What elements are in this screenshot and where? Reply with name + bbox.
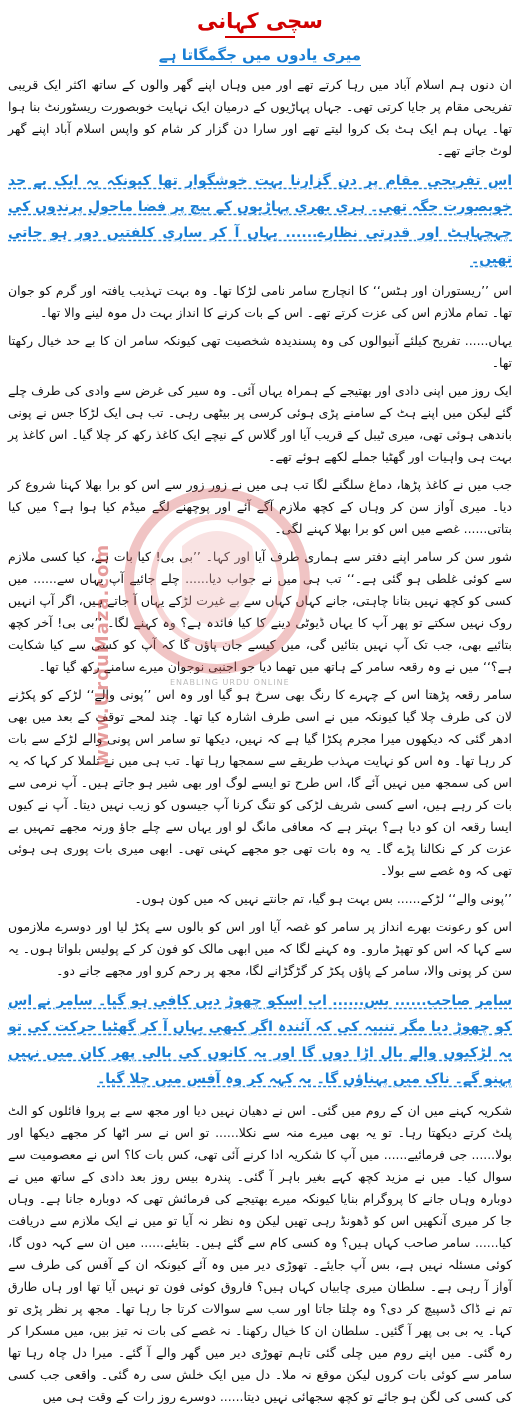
story-paragraph-1: ان دنوں ہم اسلام آباد میں رہا کرتے تھے اور میں وہاں اپنے گھر والوں کے ساتھ اکثر ایک قریبی تفریحی مقام پر جایا کرتی تھی۔ جہاں پہاڑیوں کے درمیان ایک نہایت خوبصورت ریسٹورنٹ بنا ہوا تھا۔ یہاں ہم ایک ہٹ بک کروا لیتے تھے اور سارا دن گزار کر شام کو واپس اسلام آباد اپنے گھر لوٹ جاتے تھے۔: [8, 77, 512, 158]
story-paragraph-10: شکریہ کہنے میں ان کے روم میں گئی۔ اس نے دھیان نہیں دیا اور مجھ سے بے پروا فائلوں کو الٹ پلٹ کرتے دیکھتا رہا۔ تو یہ بھی میرے منہ سے نکلا...... تو اس نے سر اٹھا کر مجھے دیکھا اور بولا...... جی فرمائیے...... میں آپ کا شکریہ ادا کرنے آئی تھی، کس بات کا؟ اس نے معصومیت سے سوال کیا۔ میں نے مزید کچھ کہے بغیر باہر آ گئی۔ پندرہ بیس روز بعد دادی کے ساتھ میں نے دوبارہ وہاں جانے کا پروگرام بنایا کیونکہ میرے بھتیجے کی فرمائش تھی کہ دوبارہ جانا ہے۔ وہاں جا کر میری آنکھیں اس کو ڈھونڈ رہی تھیں لیکن وہ نظر نہ آیا تو میں نے ایک ملازم سے دریافت کیا...... سامر صاحب کہاں ہیں؟ وہ کسی کام سے گئے ہیں۔ بتایئے...... میں ان سے کہہ دوں گا، کوئی مسئلہ نہیں ہے، بس آپ جایئے۔ تھوڑی دیر میں وہ آئے کیونکہ ان کے آفس کی طرف سے آواز آ رہی ہے۔ سلطان میری چابیاں کہاں ہیں؟ فاروق کوئی فون تو نہیں آیا تھا اور ہاں طارق تم نے ڈاک ڈسپیچ کر دی؟ وہ چلتا جاتا اور سب سے سوالات کرتا جا رہا تھا۔ مجھ پر نظر پڑی تو کہا۔ یہ بی بی پھر آ گئیں۔ سلطان ان کا خیال رکھنا۔ نہ غصے کی بات نہ تیز بیں، میں مسکرا کر رہ گئی۔ میں اپنے روم میں چلی گئی تاہم تھوڑی دیر میں گھر والے آ گئے۔ میرا دل چاہ رہا تھا سامر سے کوئی بات کروں لیکن موقع نہ ملا۔ دل میں ایک خلش سی رہ گئی۔ واقعی جب کسی کی کسی کی لگن ہو جائے تو کچھ سجھائی نہیں دیتا...... دوسرے روز رات کے وقت ہی میں: [8, 1103, 512, 1404]
highlight-paragraph-1: اس تفریحی مقام پر دن گزارنا بہت خوشگوار تھا کیونکہ یہ ایک بے حد خوبصورت جگہ تھی۔ ہری بھری پہاڑیوں کے بیچ پر فضا ماحول پرندوں کی چہچہاہٹ اور قدرتی نظارے...... یہاں آ کر ساری کلفتیں دور ہو جاتی تھیں۔: [8, 173, 512, 267]
story-paragraph-7: سامر رقعہ پڑھتا اس کے چہرے کا رنگ بھی سرخ ہو گیا اور وہ اس ’’پونی والے‘‘ لڑکے کو پکڑنے لان کی طرف چلا گیا کیونکہ میں نے اسی طرف اشارہ کیا تھا۔ چند لمحے توقف کے بعد میں بھی ادھر گئی کہ دیکھوں میرا مجرم پکڑا گیا ہے کہ نہیں، دیکھا تو سامر اس پونی والے لڑکے سے بات کر رہا تھا۔ وہ اس کو نہایت مہذب طریقے سے سمجھا رہا تھا۔ تب ہی میں نے تلملا کر کہا کہ یہ اس کی سمجھ میں نہیں آئے گا، اس طرح تو ایسے لوگ اور بھی شیر ہو جاتے ہیں۔ آپ نرمی سے بات کر رہے ہیں، اسے کسی شریف لڑکی کو تنگ کرنا آپ جیسوں کو زیب نہیں دیتا۔ آپ نے کیوں ایسا رقعہ ان کو دیا ہے؟ بہتر ہے کہ معافی مانگ لو اور یہاں سے چلے جاؤ ورنہ مجھے تمہیں بے عزت کر کے نکالنا پڑے گا۔ یہ وہ بات تھی جو مجھے کہنی تھی۔ ابھی میری بات پوری ہی ہوئی تھی کہ وہ غصے سے بولا۔: [8, 687, 512, 878]
story-paragraph-2: اس ’’ریستوران اور ہٹس‘‘ کا انچارج سامر نامی لڑکا تھا۔ وہ بہت تہذیب یافتہ اور گرم کو جوان تھا۔ تمام ملازم اس کی عزت کرتے تھے۔ اس کے بات کرنے کا انداز بہت دل موہ لینے والا تھا۔: [8, 283, 512, 320]
story-paragraph-4: ایک روز میں اپنی دادی اور بھتیجے کے ہمراہ یہاں آئی۔ وہ سیر کی غرض سے وادی کی طرف چلے گئے لیکن میں اپنے ہٹ کے سامنے پڑی ہوئی کرسی پر بیٹھی رہی۔ تب ہی ایک لڑکا جس نے پونی باندھی ہوئی تھی، میری ٹیبل کے قریب آیا اور گلاس کے نیچے ایک کاغذ رکھ کر چلا گیا۔ اس کاغذ پر بہت ہی واہیات اور گھٹیا جملے لکھے ہوئے تھے۔: [8, 383, 512, 464]
story-paragraph-3: یہاں...... تفریح کیلئے آنیوالوں کی وہ پسندیدہ شخصیت تھی کیونکہ سامر ان کا بے حد خیال رکھتا تھا۔: [8, 333, 512, 370]
story-title: سچی کہانی: [197, 9, 323, 33]
story-paragraph-9: اس کو رعونت بھرے انداز پر سامر کو غصہ آیا اور اس کو بالوں سے پکڑ لیا اور دوسرے ملازموں سے کہا کہ اس کو تھپڑ مارو۔ وہ کہنے لگا کہ میں ابھی مالک کو فون کر کے پولیس بلواتا ہوں۔ یہ سن کر پونی والا، سامر کے پاؤں پکڑ کر گڑگڑانے لگا، مجھ پر رحم کرو اور مجھے جانے دو۔: [8, 919, 512, 978]
story-paragraph-6: شور سن کر سامر اپنے دفتر سے ہماری طرف آیا اور کہا۔ ’’بی بی! کیا بات ہے، کیا کسی ملازم سے کوئی غلطی ہو گئی ہے۔‘‘ تب ہی میں نے جواب دیا...... چلے جائیے آپ یہاں سے...... میں کسی کو کچھ نہیں بتانا چاہتی، جانے کہاں کہاں سے بے غیرت لڑکے یہاں آ جاتے ہیں، اگر آپ انہیں روک نہیں سکتے تو پھر آپ کا یہاں ڈیوٹی دینے کا کیا فائدہ ہے؟ وہ کہنے لگا۔ ’’بی بی! آخر کچھ بتائیے بھی، جب تک آپ نہیں بتائیں گی، میں کیسے جان پاؤں گا کہ آپ کو کسی سے کیا شکایت ہے؟‘‘ میں نے وہ رقعہ سامر کے ہاتھ میں تھما دیا جو اجنبی نوجوان میرے سامنے رکھ گیا تھا۔: [8, 549, 512, 674]
title-underline: [225, 36, 295, 38]
story-paragraph-5: جب میں نے کاغذ پڑھا، دماغ سلگنے لگا تب ہی میں نے زور زور سے اس کو برا بھلا کہنا شروع کر دیا۔ میری آواز سن کر وہاں کے کچھ ملازم آگے آئے اور پوچھنے لگے میڈم کیا ہوا ہے؟ میں کیا بتاتی...... غصے میں اس کو برا بھلا کہنے لگی۔: [8, 477, 512, 536]
story-paragraph-8: ’’پونی والے‘‘ لڑکے...... بس بہت ہو گیا، تم جانتے نہیں کہ میں کون ہوں۔: [134, 891, 512, 906]
highlight-paragraph-2: سامر صاحب...... بس...... اب اسکو چھوڑ دیں کافی ہو گیا۔ سامر نے اس کو چھوڑ دیا مگر تنبیہ کی کہ آئندہ اگر کبھی یہاں آ کر گھٹیا حرکت کی تو یہ لڑکیوں والے بال اڑا دوں گا اور یہ کانوں کی بالی پھر کان میں نہیں پہنو گے۔ ناک میں پہناؤں گا۔ یہ کہہ کر وہ آفس میں چلا گیا۔: [8, 993, 512, 1087]
story-subtitle: [8, 44, 512, 66]
story-subtitle-text: میری یادوں میں جگمگاتا ہے: [158, 46, 362, 64]
story-page: [0, 6, 520, 1404]
watermark-site-text: www.UrduMaza.com: [92, 543, 113, 766]
watermark-caption: ENABLING URDU ONLINE: [170, 678, 290, 687]
